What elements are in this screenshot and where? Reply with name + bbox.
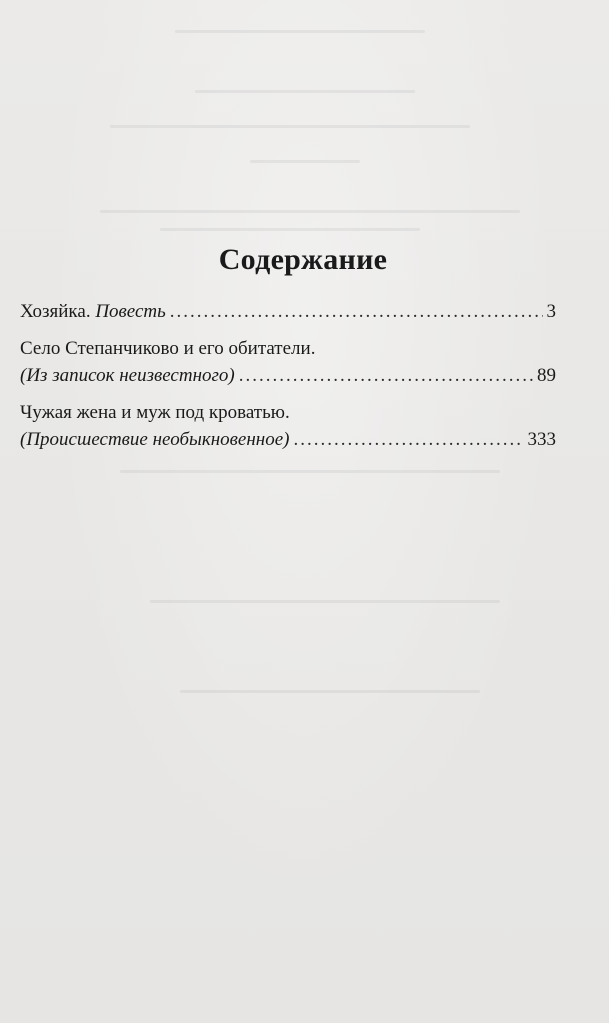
bleed-through-mark bbox=[160, 228, 420, 231]
bleed-through-mark bbox=[110, 125, 470, 128]
bleed-through-mark bbox=[195, 90, 415, 93]
bleed-through-mark bbox=[120, 470, 500, 473]
page-number: 89 bbox=[537, 365, 556, 386]
toc-entry[interactable] bbox=[20, 335, 556, 389]
bleed-through-mark bbox=[150, 600, 500, 603]
bleed-through-mark bbox=[100, 210, 520, 213]
page-number: 333 bbox=[527, 429, 556, 450]
toc-entry[interactable] bbox=[20, 298, 556, 325]
table-of-contents bbox=[20, 240, 556, 463]
dot-leaders bbox=[293, 426, 523, 453]
entry-title: Село Степанчиково и его обитатели. bbox=[20, 338, 316, 359]
bleed-through-mark bbox=[250, 160, 360, 163]
entry-title: Чужая жена и муж под кроватью. bbox=[20, 402, 290, 423]
bleed-through-mark bbox=[175, 30, 425, 33]
entry-subtitle: (Происшествие необыкновенное) bbox=[20, 429, 290, 450]
entry-subtitle: Повесть bbox=[95, 301, 166, 322]
page-number: 3 bbox=[546, 301, 556, 322]
dot-leaders bbox=[239, 362, 533, 389]
entry-subtitle: (Из записок неизвестного) bbox=[20, 365, 235, 386]
toc-entry[interactable] bbox=[20, 399, 556, 453]
dot-leaders bbox=[170, 298, 543, 325]
entry-title: Хозяйка. bbox=[20, 301, 91, 322]
bleed-through-mark bbox=[180, 690, 480, 693]
page-title: Содержание bbox=[218, 243, 388, 276]
